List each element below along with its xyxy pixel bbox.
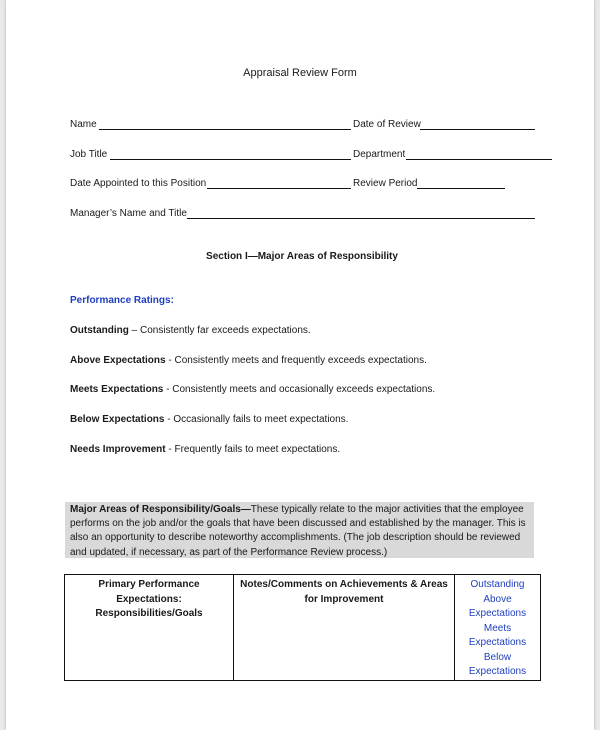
date-of-review-label: Date of Review	[353, 119, 421, 130]
rating-option-line: Expectations	[468, 666, 527, 677]
rating-option-line: Meets	[483, 622, 512, 634]
job-title-label: Job Title	[70, 149, 108, 160]
department-field[interactable]	[406, 159, 552, 160]
rating-term: Meets Expectations	[70, 384, 164, 395]
rating-term: Outstanding	[70, 325, 129, 336]
rating-column-header[interactable]	[455, 575, 541, 681]
rating-below-expectations	[70, 414, 348, 425]
rating-option-line: Below	[483, 651, 512, 663]
rating-option-line: Expectations	[468, 608, 527, 619]
rating-term: Above Expectations	[70, 355, 166, 366]
rating-term: Below Expectations	[70, 414, 165, 425]
rating-desc: - Consistently meets and frequently exceeds expectations.	[165, 355, 427, 366]
rating-desc: - Occasionally fails to meet expectations.	[164, 414, 349, 425]
ratings-heading: Performance Ratings:	[70, 295, 174, 306]
rating-needs-improvement	[70, 444, 340, 455]
major-areas-note	[70, 503, 534, 560]
rating-meets-expectations	[70, 384, 435, 395]
date-of-review-field[interactable]	[420, 129, 535, 130]
date-appointed-label: Date Appointed to this Position	[70, 178, 207, 189]
rating-above-expectations	[70, 355, 427, 366]
job-title-field[interactable]	[110, 159, 351, 160]
manager-name-label: Manager’s Name and Title	[70, 208, 187, 219]
document-page	[6, 0, 594, 730]
rating-outstanding	[70, 325, 311, 336]
responsibilities-table	[64, 574, 541, 681]
rating-desc: – Consistently far exceeds expectations.	[128, 325, 311, 336]
section-heading: Section I—Major Areas of Responsibility	[206, 251, 398, 262]
review-period-field[interactable]	[417, 188, 505, 189]
rating-option-line: Outstanding	[470, 579, 525, 590]
form-title: Appraisal Review Form	[243, 67, 357, 79]
major-areas-text: These typically relate to the major activities that the employee performs on the job and/or the goals that have been discussed and established by the manager. This is also an opportunity to describe noteworthy accomplishments. (The job description should be reviewed and updated, if necessary, as part of the Performance Review process.)	[70, 504, 526, 558]
name-label: Name	[70, 119, 97, 130]
name-field[interactable]	[99, 129, 351, 130]
major-areas-heading: Major Areas of Responsibility/Goals—	[70, 504, 251, 515]
rating-desc: - Frequently fails to meet expectations.	[165, 444, 341, 455]
expectations-column-header[interactable]: Primary Performance Expectations: Responsibilities/Goals	[65, 575, 234, 681]
review-period-label: Review Period	[353, 178, 418, 189]
table-header-row	[65, 575, 541, 681]
manager-name-field[interactable]	[187, 218, 535, 219]
date-appointed-field[interactable]	[207, 188, 351, 189]
notes-column-header[interactable]: Notes/Comments on Achievements & Areas for Improvement	[234, 575, 455, 681]
rating-option-line: Expectations	[468, 637, 527, 648]
department-label: Department	[353, 149, 406, 160]
rating-option-line: Above	[483, 593, 512, 605]
rating-desc: - Consistently meets and occasionally exceeds expectations.	[163, 384, 436, 395]
rating-term: Needs Improvement	[70, 444, 166, 455]
